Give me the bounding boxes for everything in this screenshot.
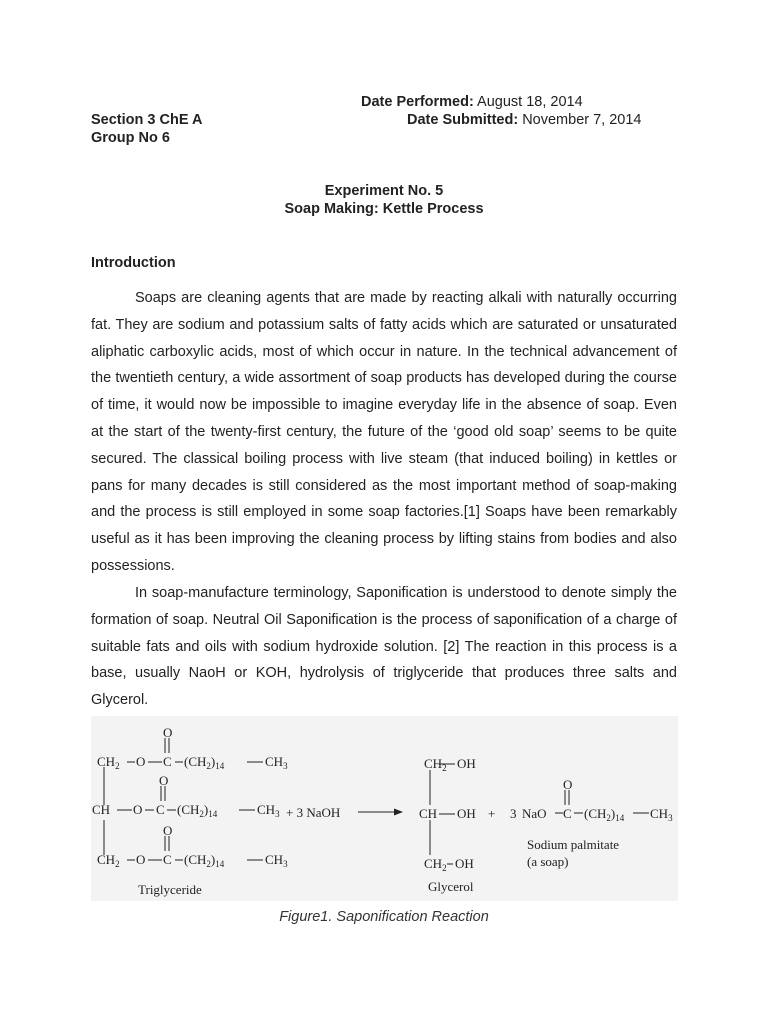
date-submitted-label: Date Submitted: [407,112,519,128]
svg-text:CH: CH [92,802,111,817]
introduction-paragraph-1 [91,285,677,580]
svg-text:(CH2)14: $(CH_2)_{14}$ [584,806,625,823]
svg-text:O: O [136,754,146,769]
triglyceride-label: Triglyceride [138,882,202,897]
date-submitted-value: November 7, 2014 [522,112,642,128]
svg-text:O: O [159,773,169,788]
svg-text:C: C [163,754,172,769]
svg-text:CH2: $CH_2$ [424,756,447,773]
svg-text:O: O [133,802,143,817]
triglyceride-atoms [92,725,288,869]
date-performed-value: August 18, 2014 [477,94,583,110]
experiment-title: Experiment No. 5 [324,183,444,199]
svg-text:(CH2)14: $(CH_2)_{14}$ [184,852,225,869]
svg-text:OH: OH [457,806,476,821]
plus-sign: + [488,806,496,821]
sodium-palmitate-atoms [522,777,673,823]
svg-text:O: O [163,725,173,740]
date-performed-label: Date Performed: [361,94,474,110]
product-coefficient: 3 [510,806,517,821]
saponification-figure [91,716,678,901]
date-performed [361,94,583,110]
paragraph-1-text: Soaps are cleaning agents that are made by reacting alkali with naturally occurring fat. They are sodium and potassium salts of fatty acids which are saturated or unsaturated aliphatic carboxylic acids, most of which occur in nature. In the technical advancement of the twentieth century, a wide assortment of soap products has developed during the course of time, it would now be impossible to imagine everyday life in the absence of soap. Even at the start of the twenty-first century, the future of the ‘good old soap’ seems to be quite secured. The classical boiling process with live steam (that induced boiling) in kettles or pans for many decades is still considered as the most important method of soap-making and the process is still employed in some soap factories.[1] Soaps have been remarkably useful as it has been improving the cleaning process by lifting stains from bodies and also possessions. [91,290,677,574]
figure-caption: Figure1. Saponification Reaction [279,909,489,925]
svg-text:CH3: $CH_3$ [650,806,673,823]
svg-text:CH2: $CH_2$ [97,754,120,771]
svg-text:OH: OH [457,756,476,771]
svg-text:CH2: $CH_2$ [424,856,447,873]
date-submitted [407,112,642,128]
svg-text:O: O [163,823,173,838]
glycerol-label: Glycerol [428,879,474,894]
paragraph-2-text: In soap-manufacture terminology, Saponification is understood to denote simply the formation of soap. Neutral Oil Saponification is the process of saponification of a charge of suitable fats and oils with sodium hydroxide solution. [2] The reaction in this process is a base, usually NaoH or KOH, hydrolysis of triglyceride that produces three salts and Glycerol. [91,585,677,709]
svg-text:C: C [156,802,165,817]
group-label: Group No 6 [91,130,170,146]
soap-note-label: (a soap) [527,854,569,869]
reagent-label: + 3 NaOH [286,805,341,820]
sodium-palmitate-label: Sodium palmitate [527,837,620,852]
reaction-arrow [358,809,403,816]
svg-text:CH: CH [419,806,438,821]
saponification-diagram [91,716,678,901]
svg-text:CH3: $CH_3$ [265,754,288,771]
svg-text:O: O [563,777,573,792]
experiment-subtitle: Soap Making: Kettle Process [284,201,484,217]
svg-text:C: C [563,806,572,821]
introduction-heading: Introduction [91,255,176,271]
section-label: Section 3 ChE A [91,112,203,128]
svg-text:CH2: $CH_2$ [97,852,120,869]
introduction-paragraph-2 [91,580,677,714]
svg-text:(CH2)14: $(CH_2)_{14}$ [177,802,218,819]
svg-text:C: C [163,852,172,867]
svg-text:OH: OH [455,856,474,871]
svg-text:CH3: $CH_3$ [257,802,280,819]
svg-text:O: O [136,852,146,867]
svg-text:(CH2)14: $(CH_2)_{14}$ [184,754,225,771]
svg-text:NaO: NaO [522,806,547,821]
svg-text:CH3: $CH_3$ [265,852,288,869]
